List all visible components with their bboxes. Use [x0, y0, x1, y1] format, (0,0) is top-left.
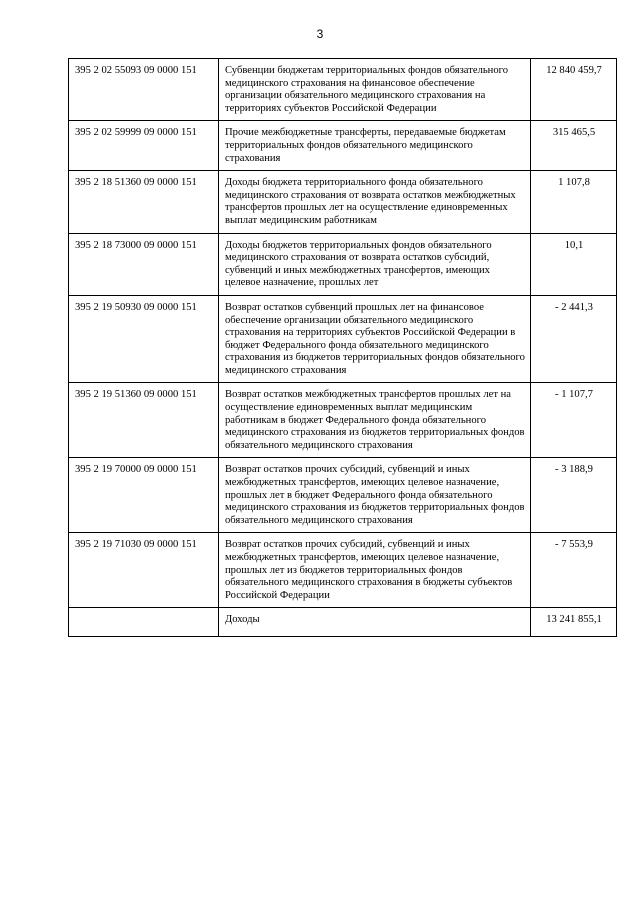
total-row [69, 608, 617, 637]
table-body [69, 59, 617, 637]
budget-code-cell: 395 2 02 55093 09 0000 151 [69, 59, 219, 121]
budget-code-cell: 395 2 19 50930 09 0000 151 [69, 295, 219, 383]
total-amount-cell: 13 241 855,1 [531, 608, 617, 637]
table-row [69, 121, 617, 171]
amount-cell: - 2 441,3 [531, 295, 617, 383]
table-row [69, 295, 617, 383]
amount-cell: 12 840 459,7 [531, 59, 617, 121]
description-cell: Доходы бюджета территориального фонда обязательного медицинского страхования от возврата остатков межбюджетных трансфертов прошлых лет на осуществление единовременных выплат медицинским работникам [219, 171, 531, 233]
description-cell: Возврат остатков межбюджетных трансфертов прошлых лет на осуществление единовременных выплат медицинским работникам в бюджет Федерального фонда обязательного медицинского страхования из бюджетов территориальных фондов обязательного медицинского страхования [219, 383, 531, 458]
amount-cell: - 1 107,7 [531, 383, 617, 458]
table-row [69, 383, 617, 458]
amount-cell: 1 107,8 [531, 171, 617, 233]
table-row [69, 458, 617, 533]
amount-cell: 315 465,5 [531, 121, 617, 171]
budget-code-cell: 395 2 18 51360 09 0000 151 [69, 171, 219, 233]
amount-cell: 10,1 [531, 233, 617, 295]
description-cell: Возврат остатков субвенций прошлых лет на финансовое обеспечение организации обязательного медицинского страхования на территориях субъектов Российской Федерации в бюджет Федерального фонда обязательного медицинского страхования из бюджетов территориальных фондов обязательного медицинского страхования [219, 295, 531, 383]
description-cell: Возврат остатков прочих субсидий, субвенций и иных межбюджетных трансфертов, имеющих целевое назначение, прошлых лет в бюджет Федерального фонда обязательного медицинского страхования из бюджетов территориальных фондов обязательного медицинского страхования [219, 458, 531, 533]
amount-cell: - 7 553,9 [531, 533, 617, 608]
total-code-cell [69, 608, 219, 637]
page-number: 3 [316, 27, 324, 41]
description-cell: Возврат остатков прочих субсидий, субвенций и иных межбюджетных трансфертов, имеющих целевое назначение, прошлых лет из бюджетов территориальных фондов обязательного медицинского страхования в бюджеты субъектов Российской Федерации [219, 533, 531, 608]
description-cell: Прочие межбюджетные трансферты, передаваемые бюджетам территориальных фондов обязательного медицинского страхования [219, 121, 531, 171]
amount-cell: - 3 188,9 [531, 458, 617, 533]
budget-code-cell: 395 2 19 51360 09 0000 151 [69, 383, 219, 458]
table-row [69, 171, 617, 233]
budget-code-cell: 395 2 19 71030 09 0000 151 [69, 533, 219, 608]
budget-code-cell: 395 2 18 73000 09 0000 151 [69, 233, 219, 295]
description-cell: Доходы бюджетов территориальных фондов обязательного медицинского страхования от возврата остатков субсидий, субвенций и иных межбюджетных трансфертов, имеющих целевое назначение, прошлых лет [219, 233, 531, 295]
total-label-cell: Доходы [219, 608, 531, 637]
table-row [69, 59, 617, 121]
table-row [69, 233, 617, 295]
budget-code-cell: 395 2 19 70000 09 0000 151 [69, 458, 219, 533]
table-row [69, 533, 617, 608]
budget-revenue-table [68, 58, 617, 637]
description-cell: Субвенции бюджетам территориальных фондов обязательного медицинского страхования на финансовое обеспечение организации обязательного медицинского страхования на территориях субъектов Российской Федерации [219, 59, 531, 121]
budget-code-cell: 395 2 02 59999 09 0000 151 [69, 121, 219, 171]
